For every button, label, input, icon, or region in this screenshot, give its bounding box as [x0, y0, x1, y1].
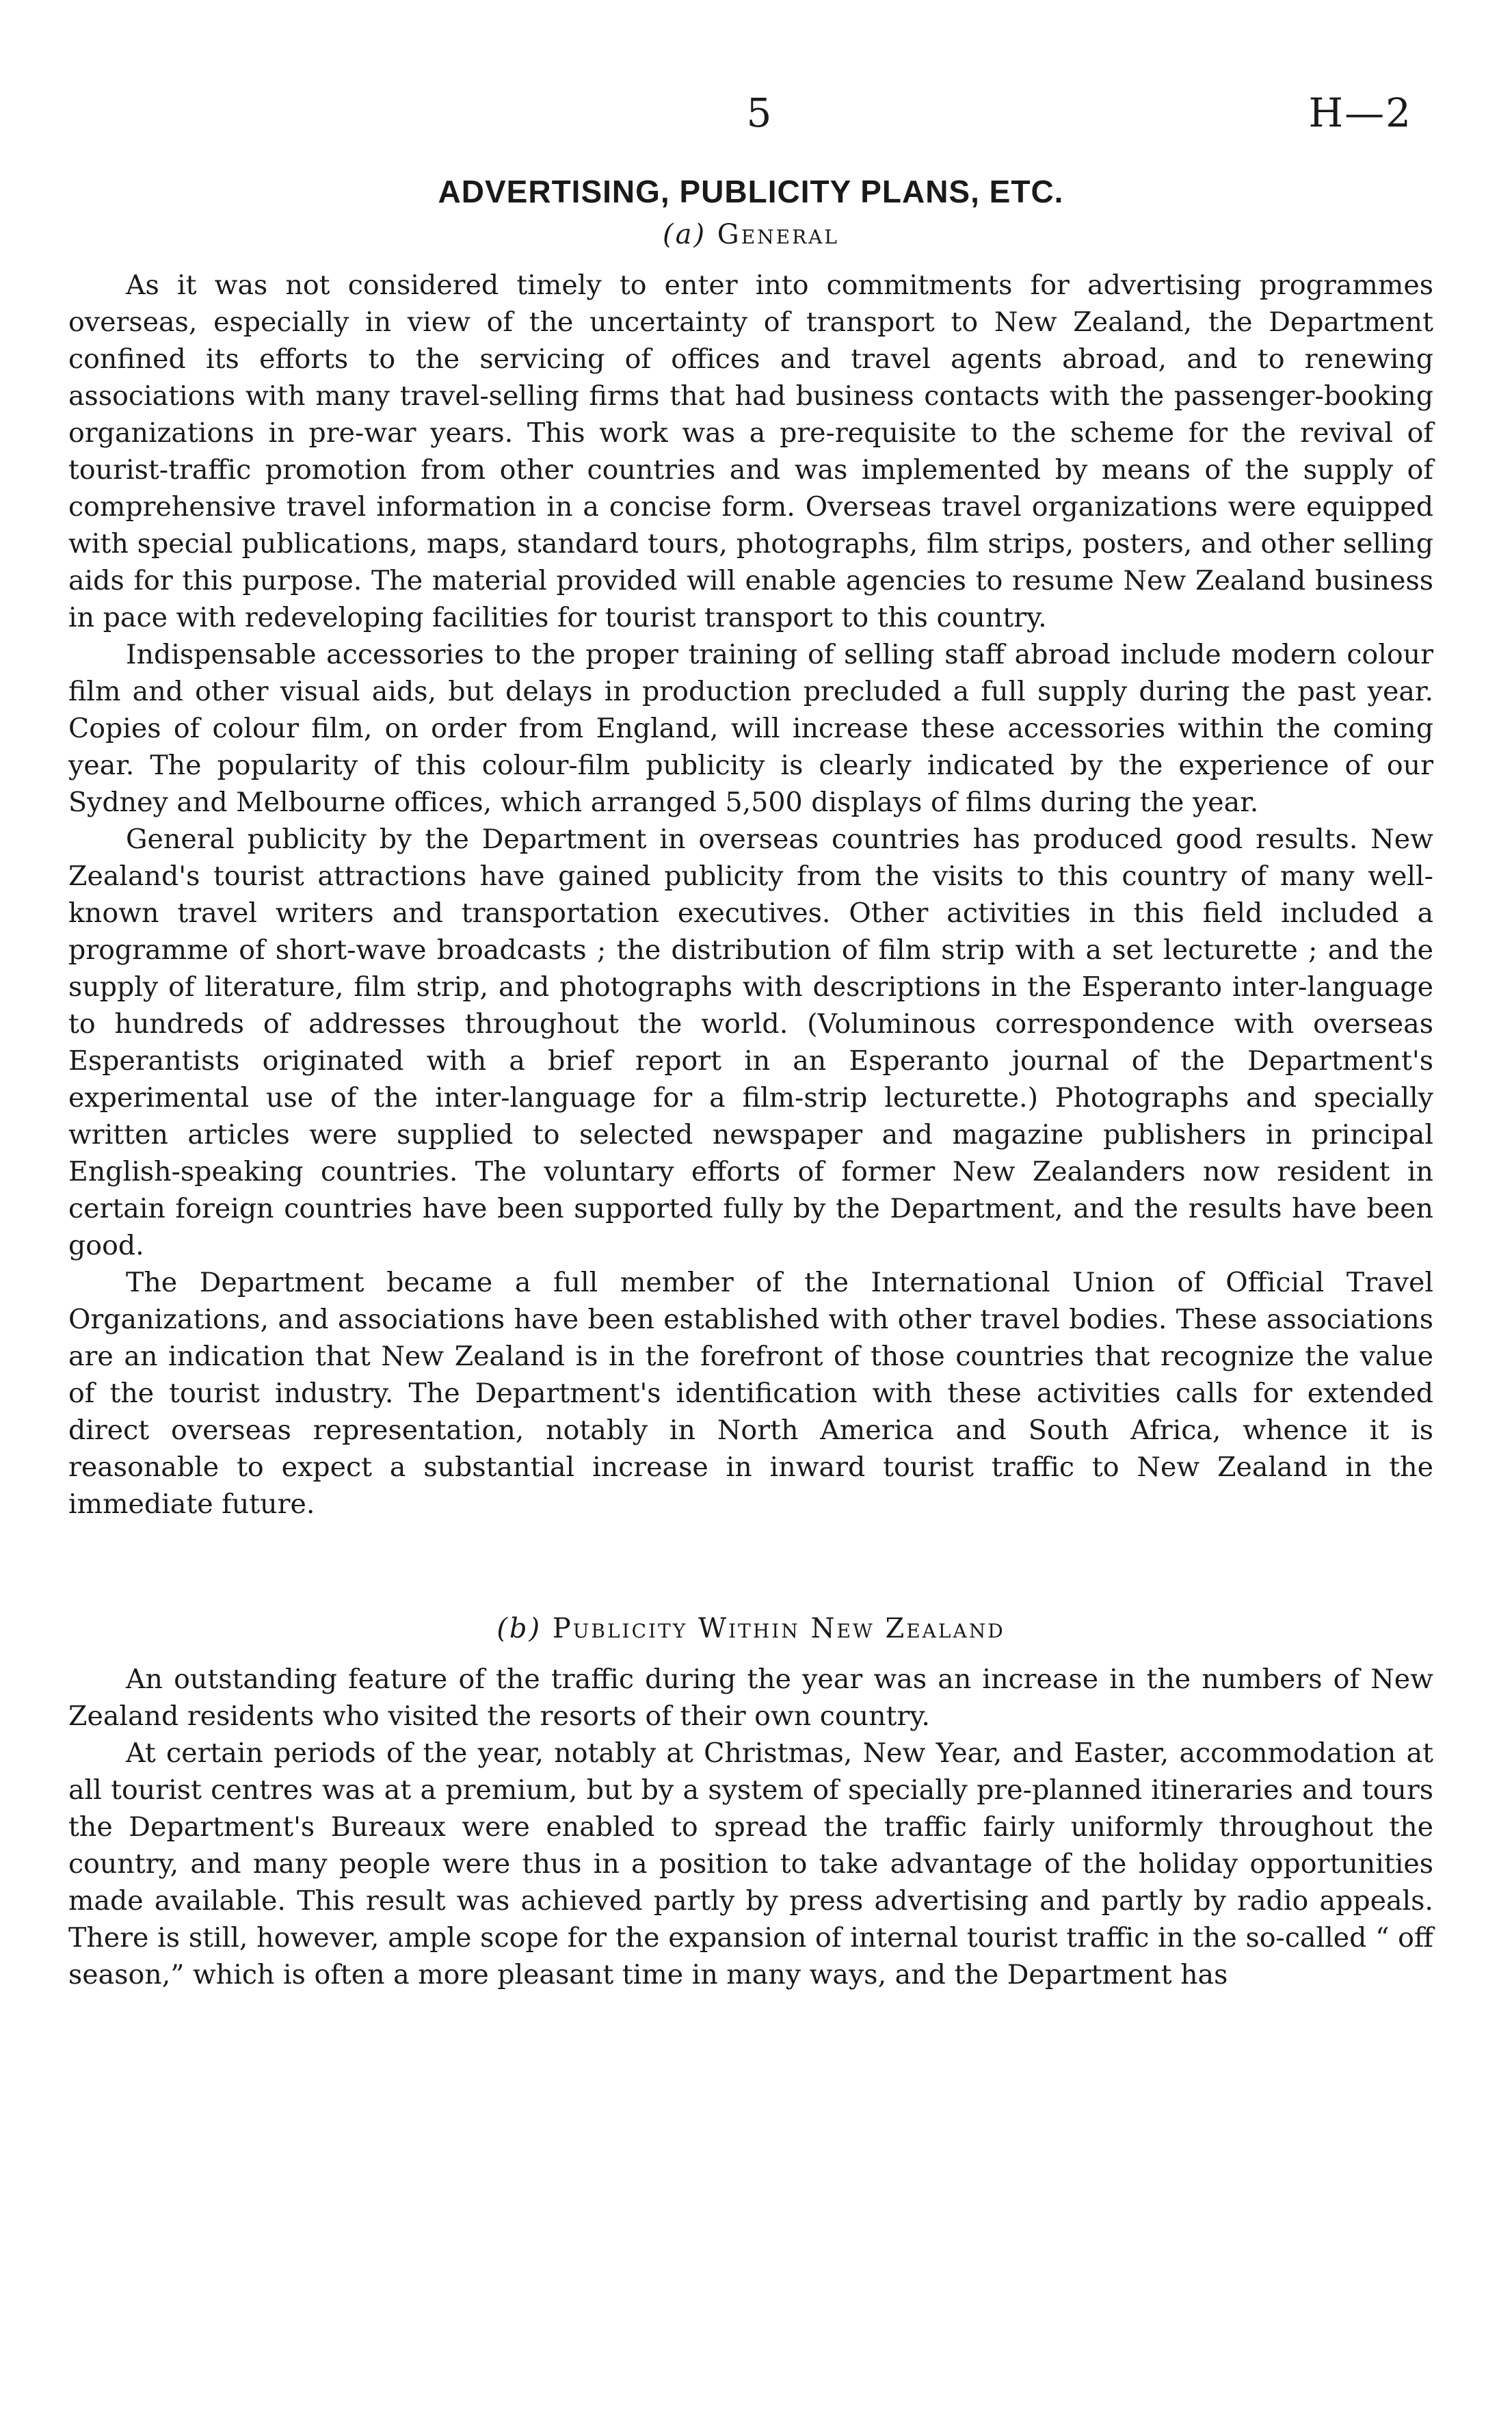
- section-title: General: [717, 219, 839, 250]
- paragraph: At certain periods of the year, notably at Christmas, New Year, and Easter, accommodation at all tourist centres was at a premium, but by a system of specially pre-planned itineraries and tours the Department's Bureaux were enabled to spread the traffic fairly uniformly throughout the country, and many people were thus in a position to take advantage of the holiday opportunities made available. This result was achieved partly by press advertising and partly by radio appeals. There is still, however, ample scope for the expansion of internal tourist traffic in the so-called “ off season,” which is often a more pleasant time in many ways, and the Department has: [68, 1737, 1433, 1990]
- paragraph: The Department became a full member of the International Union of Official Travel Organizations, and associations have been established with other travel bodies. These associations are an indication that New Zealand is in the forefront of those countries that recognize the value of the tourist industry. The Department's identification with these activities calls for extended direct overseas representation, notably in North America and South Africa, whence it is reasonable to expect a substantial increase in inward tourist traffic to New Zealand in the immediate future.: [68, 1267, 1433, 1520]
- section-letter: (b): [496, 1613, 542, 1644]
- page-number: 5: [746, 90, 772, 136]
- section-heading-general: [68, 215, 1433, 254]
- section-heading-publicity-within-nz: [68, 1609, 1433, 1648]
- report-code: H—2: [1308, 90, 1412, 136]
- paragraph: Indispensable accessories to the proper training of selling staff abroad include modern colour film and other visual aids, but delays in production precluded a full supply during the past year. Copies of colour film, on order from England, will increase these accessories within the coming year. The popularity of this colour-film publicity is clearly indicated by the experience of our Sydney and Melbourne offices, which arranged 5,500 displays of films during the year.: [68, 639, 1433, 818]
- section-title: Publicity Within New Zealand: [552, 1613, 1005, 1644]
- paragraph: As it was not considered timely to enter into commitments for advertising programmes overseas, especially in view of the uncertainty of transport to New Zealand, the Department confined its efforts to the servicing of offices and travel agents abroad, and to renewing associations with many travel-selling firms that had business contacts with the passenger-booking organizations in pre-war years. This work was a pre-requisite to the scheme for the revival of tourist-traffic promotion from other countries and was implemented by means of the supply of comprehensive travel information in a concise form. Overseas travel organizations were equipped with special publications, maps, standard tours, photographs, film strips, posters, and other selling aids for this purpose. The material provided will enable agencies to resume New Zealand business in pace with redeveloping facilities for tourist transport to this country.: [68, 270, 1433, 633]
- paragraph: General publicity by the Department in overseas countries has produced good results. New Zealand's tourist attractions have gained publicity from the visits to this country of many well-known travel writers and transportation executives. Other activities in this field included a programme of short-wave broadcasts ; the distribution of film strip with a set lecturette ; and the supply of literature, film strip, and photographs with descriptions in the Esperanto inter-language to hundreds of addresses throughout the world. (Voluminous correspondence with overseas Esperantists originated with a brief report in an Esperanto journal of the Department's experimental use of the inter-language for a film-strip lecturette.) Photographs and specially written articles were supplied to selected newspaper and magazine publishers in principal English-speaking countries. The voluntary efforts of former New Zealanders now resident in certain foreign countries have been supported fully by the Department, and the results have been good.: [68, 824, 1433, 1261]
- main-heading: ADVERTISING, PUBLICITY PLANS, ETC.: [438, 174, 1064, 209]
- page-content: [68, 171, 1433, 1993]
- section-letter: (a): [662, 219, 707, 250]
- paragraph: An outstanding feature of the traffic during the year was an increase in the numbers of New Zealand residents who visited the resorts of their own country.: [68, 1664, 1433, 1732]
